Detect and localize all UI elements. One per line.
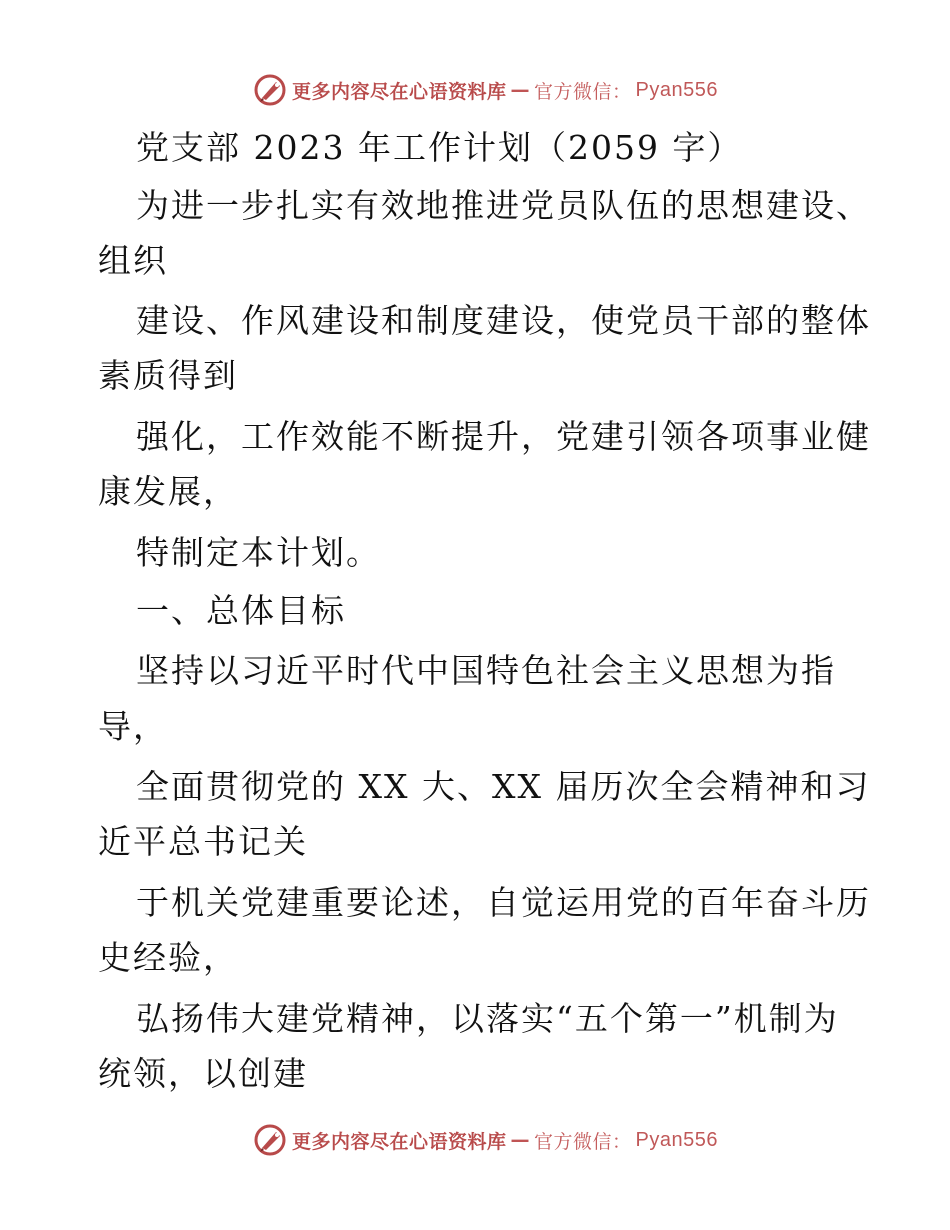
paragraph-line: 近平总书记关: [98, 822, 308, 861]
paragraph-line: 坚持以习近平时代中国特色社会主义思想为指: [136, 651, 836, 690]
paragraph-line: 统领，以创建: [98, 1054, 308, 1093]
banner-separator: —: [510, 79, 531, 101]
banner-main-text: 更多内容尽在心语资料库: [292, 1130, 507, 1153]
document-title: 党支部 2023 年工作计划（2059 字）: [136, 128, 743, 167]
footer-banner: [0, 1120, 950, 1160]
paragraph-line: 弘扬伟大建党精神，以落实“五个第一”机制为: [136, 999, 839, 1038]
paragraph-line: 史经验，: [98, 938, 238, 977]
paragraph-line: 强化，工作效能不断提升，党建引领各项事业健: [136, 417, 871, 456]
paragraph-line: 全面贯彻党的 XX 大、XX 届历次全会精神和习: [136, 767, 871, 806]
banner-separator: —: [510, 1129, 531, 1151]
pen-logo-icon: [252, 1122, 288, 1158]
header-banner: [0, 70, 950, 110]
paragraph-line: 组织: [98, 241, 168, 280]
banner-wechat-label: 官方微信：: [534, 1130, 632, 1153]
banner-main-text: 更多内容尽在心语资料库: [292, 80, 507, 103]
banner-wechat-label: 官方微信：: [534, 80, 632, 103]
paragraph-line: 特制定本计划。: [136, 533, 381, 572]
pen-logo-icon: [252, 72, 288, 108]
paragraph-line: 导，: [98, 707, 168, 746]
footer-banner-content: [252, 1122, 718, 1158]
paragraph-line: 建设、作风建设和制度建设，使党员干部的整体: [136, 301, 871, 340]
section-heading: 一、总体目标: [136, 591, 346, 630]
paragraph-line: 为进一步扎实有效地推进党员队伍的思想建设、: [136, 186, 871, 225]
paragraph-line: 素质得到: [98, 356, 238, 395]
paragraph-line: 于机关党建重要论述，自觉运用党的百年奋斗历: [136, 883, 871, 922]
paragraph-line: 康发展，: [98, 472, 238, 511]
header-banner-content: [252, 72, 718, 108]
banner-wechat-id: Pyan556: [635, 78, 718, 101]
banner-wechat-id: Pyan556: [635, 1128, 718, 1151]
